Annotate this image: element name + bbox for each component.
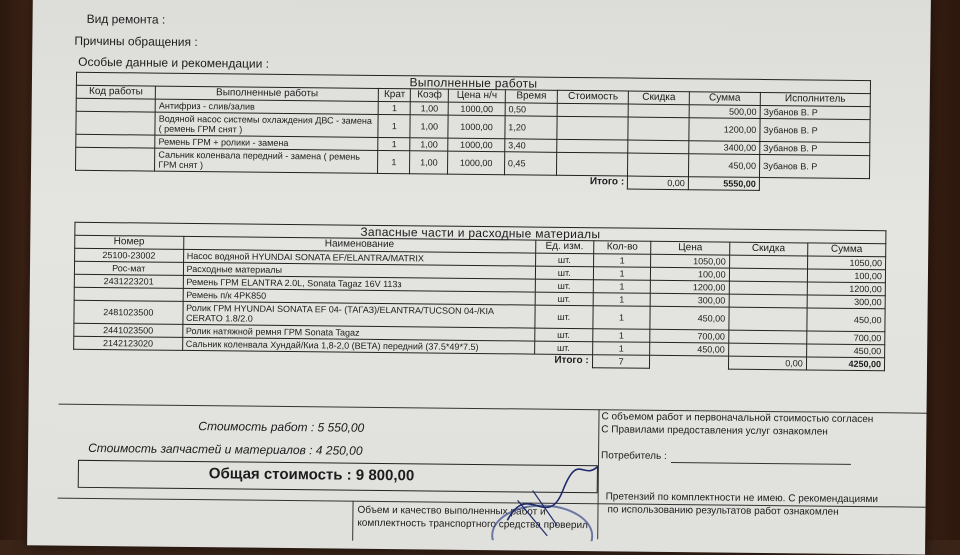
cell-unit: шт. xyxy=(535,292,593,306)
works-col-name: Выполненные работы xyxy=(155,86,378,101)
cell-discount xyxy=(728,343,806,357)
cell-worker: Зубанов В. Р xyxy=(760,141,870,155)
cell-name: Сальник коленвала передний - замена ( ремень ГРМ снят ) xyxy=(155,148,378,173)
consumer-signature-line xyxy=(671,462,851,465)
cell-discount xyxy=(728,330,806,344)
grand-total: Общая стоимость : 9 800,00 xyxy=(208,465,415,485)
cell-number: 2441023500 xyxy=(74,323,183,337)
cell-price: 1050,00 xyxy=(651,254,729,268)
quality-line2: комплектность транспортного средства проверил xyxy=(357,517,588,532)
works-col-krat: Крат xyxy=(379,88,411,101)
consumer-label: Потребитель : xyxy=(601,450,667,462)
cell-name: Ролик ГРМ HYUNDAI SONATA EF 04- (ТАГАЗ)/ELANTRA/TUCSON 04-/KIA CERATO 1.8/2.0 xyxy=(183,301,535,328)
agreement-line2: С Правилами предоставления услуг ознакомлен xyxy=(601,424,828,438)
cell-name: Ролик натяжной ремня ГРМ Sonata Tagaz xyxy=(182,324,534,341)
stamp-and-signature-icon xyxy=(487,460,608,541)
cell-sum: 500,00 xyxy=(689,105,760,119)
cell-unit: шт. xyxy=(535,279,593,293)
repair-type-label: Вид ремонта : xyxy=(86,11,166,27)
works-col-worker: Исполнитель xyxy=(760,92,870,106)
parts-col-name: Наименование xyxy=(183,236,535,253)
parts-col-price: Цена xyxy=(651,241,729,255)
cell-sum: 450,00 xyxy=(806,344,884,358)
cell-name: Ремень ГРМ + ролики - замена xyxy=(155,135,378,150)
cell-qty: 1 xyxy=(593,293,651,307)
cell-time: 0,45 xyxy=(504,152,557,176)
cell-sum: 1200,00 xyxy=(689,118,760,142)
cell-discount xyxy=(628,104,689,118)
works-col-discount: Скидка xyxy=(628,91,689,105)
cell-coef: 1,00 xyxy=(410,102,448,115)
cell-qty: 1 xyxy=(593,267,651,281)
cell-worker: Зубанов В. Р xyxy=(760,118,870,142)
cell-worker: Зубанов В. Р xyxy=(759,154,869,178)
cell-qty: 1 xyxy=(592,342,650,356)
cell-krat: 1 xyxy=(378,137,410,150)
cell-price: 1200,00 xyxy=(651,280,729,294)
cell-unit: шт. xyxy=(535,328,593,342)
works-total-sum: 5550,00 xyxy=(688,177,759,191)
cell-unit: шт. xyxy=(534,341,592,355)
works-total-discount: 0,00 xyxy=(628,176,689,190)
cell-krat: 1 xyxy=(378,101,410,114)
quality-line1: Объем и качество выполненных работ и xyxy=(357,504,546,518)
parts-total-label: Итого : xyxy=(554,355,589,367)
cell-unit: шт. xyxy=(535,253,593,267)
cell-name: Ремень п/к 4PK850 xyxy=(183,288,535,305)
parts-total-discount: 0,00 xyxy=(728,356,806,370)
parts-caption: Запасные части и расходные материалы xyxy=(75,222,886,243)
cell-price: 450,00 xyxy=(650,342,728,356)
cell-number: 2142123020 xyxy=(74,336,183,350)
parts-table xyxy=(73,222,886,371)
cell-sum: 1050,00 xyxy=(807,256,885,270)
cell-worker: Зубанов В. Р xyxy=(760,105,870,119)
cell-time: 1,20 xyxy=(505,116,558,140)
cell-sum: 450,00 xyxy=(688,154,759,178)
parts-total-qty: 7 xyxy=(592,355,650,369)
cell-number: Рос-мат xyxy=(74,261,183,275)
agreement-line1: С объемом работ и первоначальной стоимостью согласен xyxy=(601,411,874,426)
cell-discount xyxy=(729,307,807,331)
cell-code xyxy=(76,98,155,112)
cell-time: 0,50 xyxy=(505,103,558,117)
cell-qty: 1 xyxy=(592,329,650,343)
cell-discount xyxy=(628,153,689,177)
cell-code xyxy=(76,147,155,171)
parts-col-unit: Ед. изм. xyxy=(535,240,593,254)
cell-sum: 700,00 xyxy=(807,331,885,345)
work-order-document xyxy=(27,0,931,555)
cell-name: Ремень ГРМ ELANTRA 2.0L, Sonata Tagaz 16V 113з xyxy=(183,275,535,292)
works-col-sum: Сумма xyxy=(689,92,760,106)
cell-name: Антифриз - слив/залив xyxy=(155,99,378,114)
parts-col-discount: Скидка xyxy=(729,242,807,256)
cell-sum: 300,00 xyxy=(807,295,885,309)
cell-unit: шт. xyxy=(535,266,593,280)
cell-number: 25100-23002 xyxy=(75,248,184,262)
cell-cost xyxy=(557,116,628,140)
works-table xyxy=(75,72,871,192)
cell-krat: 1 xyxy=(378,150,410,173)
footer-divider-vertical xyxy=(352,501,353,541)
parts-cost: Стоимость запчастей и материалов : 4 250,00 xyxy=(88,440,363,458)
cell-discount xyxy=(729,268,807,282)
cell-unit: шт. xyxy=(535,305,593,329)
cell-price: 1000,00 xyxy=(448,138,505,152)
cell-price: 300,00 xyxy=(651,293,729,307)
cell-cost xyxy=(557,103,628,117)
works-caption: Выполненные работы xyxy=(76,72,870,93)
cell-sum: 3400,00 xyxy=(689,141,760,155)
works-cost: Стоимость работ : 5 550,00 xyxy=(198,419,365,435)
cell-qty: 1 xyxy=(593,280,651,294)
cell-discount xyxy=(729,281,807,295)
cell-qty: 1 xyxy=(593,306,651,330)
works-total-label: Итого : xyxy=(589,176,625,188)
cell-qty: 1 xyxy=(593,254,651,268)
cell-name: Сальник коленвала Хундай/Киа 1,8-2,0 (BETA) передний (37.5*49*7.5) xyxy=(182,337,534,354)
parts-total-sum: 4250,00 xyxy=(806,357,884,371)
cell-name: Расходные материалы xyxy=(183,262,535,279)
works-col-code: Код работы xyxy=(76,85,155,99)
cell-code xyxy=(76,111,155,135)
cell-discount xyxy=(628,140,689,154)
claims-line1: Претензий по комплектности не имею. С рекомендациями xyxy=(605,491,878,506)
cell-name: Водяной насос системы охлаждения ДВС - замена ( ремень ГРМ снят ) xyxy=(155,112,378,137)
cell-price: 100,00 xyxy=(651,267,729,281)
cell-cost xyxy=(557,152,628,176)
cell-price: 1000,00 xyxy=(448,151,505,175)
cell-discount xyxy=(729,294,807,308)
cell-discount xyxy=(729,255,807,269)
cell-number xyxy=(74,287,183,301)
cell-sum: 100,00 xyxy=(807,269,885,283)
parts-col-number: Номер xyxy=(75,235,184,249)
cell-price: 700,00 xyxy=(650,329,728,343)
cell-price: 450,00 xyxy=(650,306,728,330)
parts-col-sum: Сумма xyxy=(807,243,885,257)
cell-price: 1000,00 xyxy=(448,102,505,116)
cell-coef: 1,00 xyxy=(410,138,448,151)
cell-sum: 1200,00 xyxy=(807,282,885,296)
cell-number: 2481023500 xyxy=(74,300,183,324)
cell-number: 2431223201 xyxy=(74,274,183,288)
claims-line2: по использованию результатов работ ознакомлен xyxy=(607,504,839,518)
section-divider xyxy=(59,404,927,414)
cell-sum: 450,00 xyxy=(807,308,885,332)
cell-discount xyxy=(628,117,689,141)
cell-cost xyxy=(557,139,628,153)
cell-name: Насос водяной HYUNDAI SONATA EF/ELANTRA/MATRIX xyxy=(183,249,535,266)
parts-col-qty: Кол-во xyxy=(593,241,651,255)
works-col-price: Цена н/ч xyxy=(449,89,506,103)
cell-coef: 1,00 xyxy=(410,115,448,138)
works-col-time: Время xyxy=(505,90,558,104)
works-col-coef: Коэф xyxy=(410,89,448,102)
cell-price: 1000,00 xyxy=(448,115,505,139)
special-notes-label: Особые данные и рекомендации : xyxy=(78,54,270,71)
cell-coef: 1,00 xyxy=(410,151,448,174)
reasons-label: Причины обращения : xyxy=(74,33,198,50)
cell-time: 3,40 xyxy=(505,139,558,153)
cell-krat: 1 xyxy=(378,114,410,137)
cell-code xyxy=(76,134,155,148)
works-col-cost: Стоимость xyxy=(558,90,629,104)
